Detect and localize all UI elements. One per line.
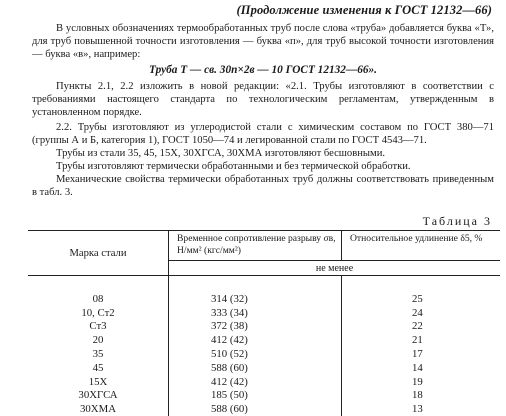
table-row — [28, 402, 500, 416]
cell-strength: 412 (42) — [169, 333, 342, 347]
continuation-header: (Продолжение изменения к ГОСТ 12132—66) — [237, 3, 492, 18]
cell-grade: 30ХГСА — [28, 389, 169, 403]
cell-elongation: 24 — [342, 306, 501, 320]
cell-strength: 588 (60) — [169, 402, 342, 416]
cell-grade: Ст3 — [28, 320, 169, 334]
cell-strength: 412 (42) — [169, 375, 342, 389]
cell-elongation: 18 — [342, 389, 501, 403]
body-text — [32, 22, 494, 199]
table-row — [28, 320, 500, 334]
paragraph-mechanical: Механические свойства термически обработанных труб должны соответствовать приведенным в табл. 3. — [32, 173, 494, 199]
column-header-grade: Марка стали — [28, 231, 169, 276]
table-row — [28, 347, 500, 361]
paragraph-heat-treatment: Трубы изготовляют термически обработанными и без термической обработки. — [32, 160, 494, 173]
table-body — [28, 276, 500, 416]
table-caption: Таблица 3 — [423, 214, 492, 229]
cell-elongation: 25 — [342, 276, 501, 306]
cell-grade: 20 — [28, 333, 169, 347]
cell-elongation: 14 — [342, 361, 501, 375]
column-header-elongation: Относительное удлинение δ5, % — [342, 231, 501, 261]
subheader-minimum: не менее — [169, 261, 501, 276]
table-row — [28, 375, 500, 389]
table-row — [28, 361, 500, 375]
cell-grade: 30ХМА — [28, 402, 169, 416]
designation-example: Труба Т — св. 30п×2в — 10 ГОСТ 12132—66». — [32, 64, 494, 77]
paragraph-materials: 2.2. Трубы изготовляют из углеродистой стали с химическим составом по ГОСТ 380—71 (группы А и Б, категория 1), ГОСТ 1050—74 и легированной стали по ГОСТ 4543—71. — [32, 121, 494, 147]
cell-strength: 510 (52) — [169, 347, 342, 361]
paragraph-designation: В условных обозначениях термообработанных труб после слова «труба» добавляется буква «Т», для труб повышенной точности изготовления — буква «п», для труб высокой точности изготовления — буква «в», например: — [32, 22, 494, 61]
cell-grade: 15Х — [28, 375, 169, 389]
cell-elongation: 19 — [342, 375, 501, 389]
column-header-strength: Временное сопротивление разрыву σв, Н/мм² (кгс/мм²) — [169, 231, 342, 261]
cell-strength: 333 (34) — [169, 306, 342, 320]
paragraph-clauses: Пункты 2.1, 2.2 изложить в новой редакции: «2.1. Трубы изготовляют в соответствии с требованиями настоящего стандарта по технологическим регламентам, утвержденным в установленном порядке. — [32, 80, 494, 119]
cell-strength: 185 (50) — [169, 389, 342, 403]
properties-table — [28, 230, 500, 416]
table-row — [28, 389, 500, 403]
cell-strength: 372 (38) — [169, 320, 342, 334]
cell-elongation: 13 — [342, 402, 501, 416]
cell-grade: 45 — [28, 361, 169, 375]
table-row — [28, 276, 500, 306]
cell-grade: 35 — [28, 347, 169, 361]
cell-elongation: 22 — [342, 320, 501, 334]
table-row — [28, 306, 500, 320]
cell-elongation: 17 — [342, 347, 501, 361]
table-row — [28, 333, 500, 347]
cell-strength: 588 (60) — [169, 361, 342, 375]
paragraph-seamless: Трубы из стали 35, 45, 15Х, 30ХГСА, 30ХМА изготовляют бесшовными. — [32, 147, 494, 160]
cell-elongation: 21 — [342, 333, 501, 347]
cell-grade: 10, Ст2 — [28, 306, 169, 320]
cell-strength: 314 (32) — [169, 276, 342, 306]
cell-grade: 08 — [28, 276, 169, 306]
